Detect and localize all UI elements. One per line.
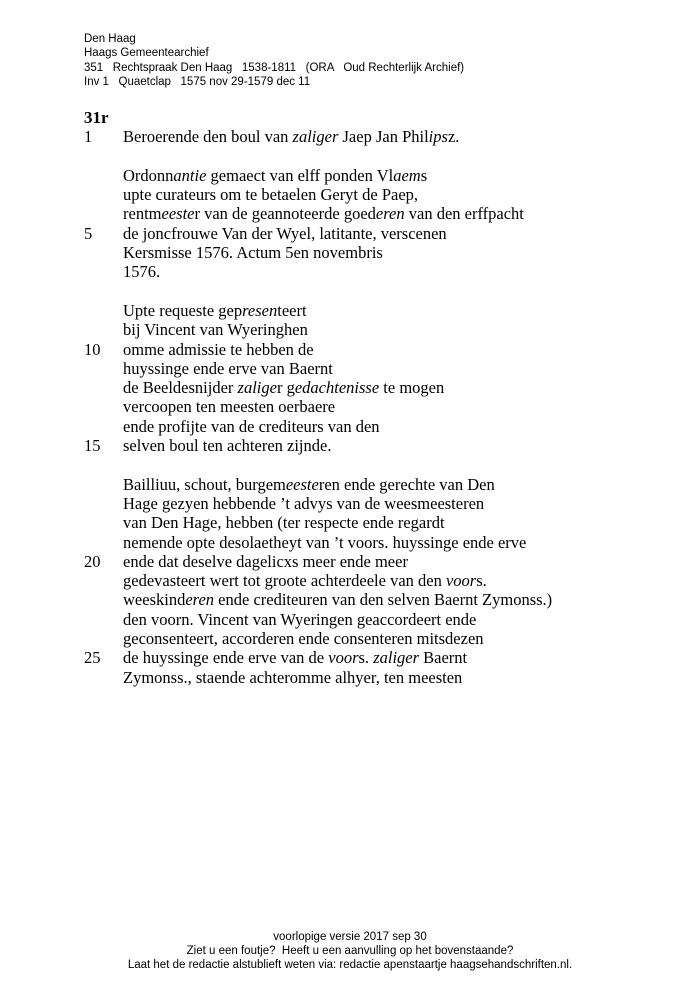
transcription-line [84,417,684,436]
transcription-line [84,359,684,378]
line-text: bij Vincent van Wyeringhen [123,320,308,340]
transcription-line [84,243,684,262]
paragraph [84,301,684,455]
line-number [84,629,123,648]
line-text: Bailliuu, schout, burgemeesteren ende gerechte van Den [123,474,495,494]
line-number [84,397,123,416]
footer-line: voorlopige versie 2017 sep 30 [273,931,427,943]
transcription-line [84,301,684,320]
line-number [84,262,123,281]
line-text: van Den Hage, hebben (ter respecte ende regardt [123,513,445,533]
transcription-line [84,436,684,455]
line-number [84,320,123,339]
line-number [84,590,123,609]
transcription-line [84,571,684,590]
transcription-line [84,378,684,397]
line-text: Ordonnantie gemaect van elff ponden Vlaems [123,165,428,185]
line-text: Beroerende den boul van zaliger Jaep Jan Philipsz. [123,127,460,147]
line-number [84,204,123,223]
transcription-line [84,185,684,204]
line-number: 5 [84,223,93,243]
line-text: gedevasteert wert tot groote achterdeele van den voors. [123,571,487,591]
transcription-line [84,340,684,359]
line-number [84,610,123,629]
line-text: den voorn. Vincent van Wyeringen geaccordeert ende [123,609,477,629]
line-text: omme admissie te hebben de [123,339,314,359]
transcription-line [84,204,684,223]
transcription-line [84,475,684,494]
line-text: vercoopen ten meesten oerbaere [123,397,336,417]
line-number [84,513,123,532]
line-number [84,417,123,436]
line-text: geconsenteert, accorderen ende consenteren mitsdezen [123,629,484,649]
transcription [84,108,684,687]
line-text: Hage gezyen hebbende ’t advys van de weesmeesteren [123,493,485,513]
line-text: 1576. [123,262,161,282]
line-number: 10 [84,339,101,359]
transcription-line [84,668,684,687]
transcription-line [84,533,684,552]
line-number [84,668,123,687]
line-text: Zymonss., staende achteromme alhyer, ten meesten [123,667,463,687]
paragraph [84,475,684,687]
transcription-line [84,397,684,416]
line-number [84,359,123,378]
transcription-line [84,320,684,339]
line-number [84,185,123,204]
line-text: huyssinge ende erve van Baernt [123,358,333,378]
line-number [84,533,123,552]
transcription-line [84,127,684,146]
line-number [84,475,123,494]
paragraph [84,127,684,146]
transcription-line [84,629,684,648]
line-text: selven boul ten achteren zijnde. [123,436,332,456]
line-text: ende dat deselve dagelicxs meer ende meer [123,551,408,571]
line-number: 1 [84,127,93,147]
line-text: nemende opte desolaetheyt van ’t voors. huyssinge ende erve [123,532,527,552]
page-footer [0,931,700,973]
transcription-line [84,513,684,532]
line-number [84,166,123,185]
line-number: 20 [84,551,101,571]
line-text: de huyssinge ende erve van de voors. zaliger Baernt [123,648,468,668]
line-text: de joncfrouwe Van der Wyel, latitante, verscenen [123,223,447,243]
transcription-line [84,494,684,513]
header-line: 351 Rechtspraak Den Haag 1538-1811 (ORA Oud Rechterlijk Archief) [84,61,465,74]
line-number [84,378,123,397]
transcription-line [84,648,684,667]
folio-label: 31r [84,108,109,127]
line-text: upte curateurs om te betaelen Geryt de Paep, [123,185,419,205]
transcription-line [84,590,684,609]
paragraph [84,166,684,282]
transcription-line [84,552,684,571]
line-text: rentmeester van de geannoteerde goederen van den erffpacht [123,204,524,224]
footer-line: Laat het de redactie alstublieft weten via: redactie apenstaartje haagsehandschriften.nl. [127,958,573,971]
line-number [84,571,123,590]
transcription-line [84,262,684,281]
header-line: Den Haag [84,33,136,45]
line-number: 25 [84,648,101,668]
line-text: de Beeldesnijder zaliger gedachtenisse te mogen [123,378,445,398]
line-text: ende profijte van de crediteurs van den [123,416,380,436]
header-line: Haags Gemeentearchief [84,47,209,60]
transcription-paragraphs [84,127,684,687]
line-number [84,301,123,320]
line-text: Kersmisse 1576. Actum 5en novembris [123,243,383,263]
line-text: weeskinderen ende crediteuren van den selven Baernt Zymonss.) [123,590,553,610]
transcription-line [84,610,684,629]
archive-header [84,32,464,90]
transcription-line [84,224,684,243]
transcription-line [84,166,684,185]
header-line: Inv 1 Quaetclap 1575 nov 29-1579 dec 11 [84,76,311,89]
line-text: Upte requeste gepresenteert [123,300,307,320]
footer-line: Ziet u een foutje? Heeft u een aanvulling op het bovenstaande? [186,944,514,957]
line-number [84,243,123,262]
line-number: 15 [84,436,101,456]
line-number [84,494,123,513]
